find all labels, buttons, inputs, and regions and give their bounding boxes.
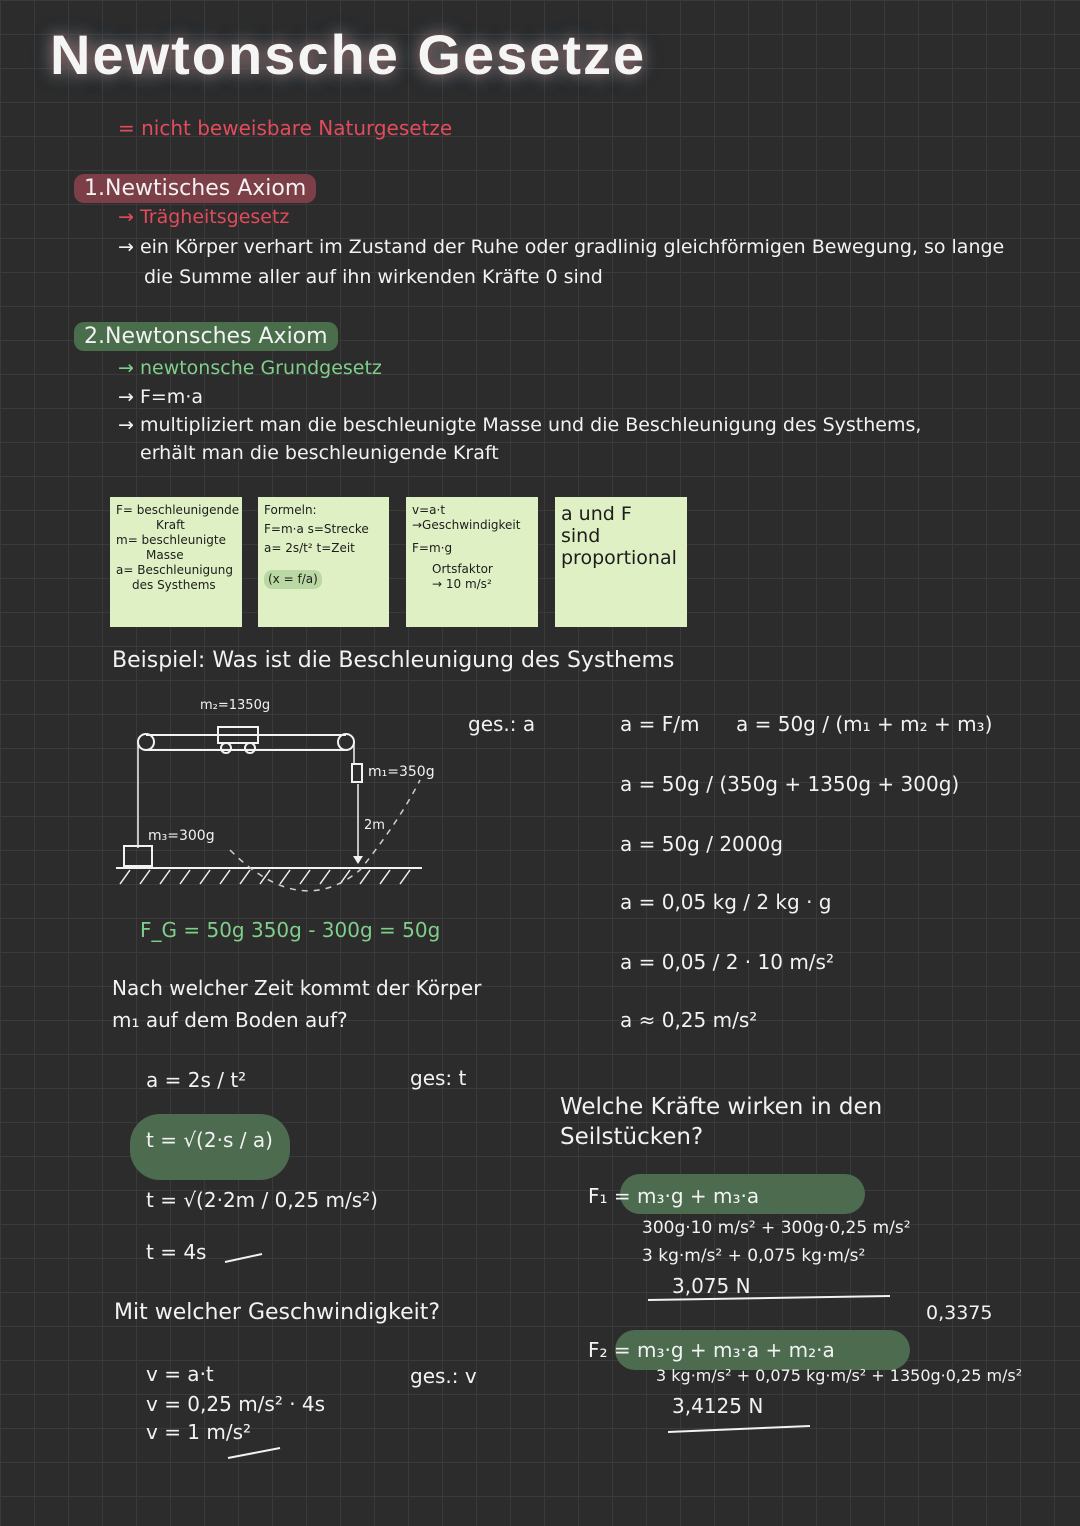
axiom1-bullet-definition: → ein Körper verhart im Zustand der Ruhe oder gradlinig gleichförmigen Bewegung, so lange: [118, 236, 1005, 258]
velocity-result: v = 1 m/s²: [146, 1420, 252, 1444]
note-line: des Systhems: [132, 578, 216, 592]
side-note: 0,3375: [926, 1302, 993, 1324]
ges-t: ges: t: [410, 1066, 467, 1090]
accel-step: a = 50g / (350g + 1350g + 300g): [620, 772, 960, 796]
ground-hatching: [120, 870, 410, 884]
mass-m3: [124, 846, 152, 866]
pulley-right: [338, 734, 354, 750]
axiom2-bullet-explanation-cont: erhält man die beschleunigende Kraft: [140, 442, 499, 464]
subtitle: = nicht beweisbare Naturgesetze: [118, 116, 453, 140]
force1-result: 3,075 N: [672, 1274, 751, 1298]
label-m3: m₃=300g: [148, 828, 215, 844]
note-line: F=m·a s=Strecke: [264, 522, 369, 536]
gravity-force: F_G = 50g 350g - 300g = 50g: [140, 918, 441, 942]
accel-step: a = F/m: [620, 712, 700, 736]
result-underline: [225, 1254, 262, 1262]
axiom2-bullet-formula: → F=m·a: [118, 386, 203, 408]
note-line: →Geschwindigkeit: [412, 518, 521, 532]
accel-step: a = 0,05 kg / 2 kg · g: [620, 890, 832, 914]
axiom1-heading: 1.Newtisches Axiom: [74, 174, 316, 203]
velocity-step: v = 0,25 m/s² · 4s: [146, 1392, 326, 1416]
axiom1-bullet-traegheit: → Trägheitsgesetz: [118, 206, 290, 228]
note-line: F= beschleunigende: [116, 503, 240, 517]
time-step: a = 2s / t²: [146, 1068, 247, 1092]
velocity-step: v = a·t: [146, 1362, 214, 1386]
time-result: t = 4s: [146, 1240, 207, 1264]
pulley-left: [138, 734, 154, 750]
force1-formula: F₁ = m₃·g + m₃·a: [588, 1184, 760, 1208]
time-step: t = √(2·s / a): [146, 1128, 273, 1152]
question-velocity: Mit welcher Geschwindigkeit?: [114, 1300, 441, 1325]
force1-step: 300g·10 m/s² + 300g·0,25 m/s²: [642, 1218, 911, 1238]
cart-wheel: [221, 743, 231, 753]
axiom2-bullet-grundgesetz: → newtonsche Grundgesetz: [118, 357, 382, 379]
ges-v: ges.: v: [410, 1364, 477, 1388]
note-line: Kraft: [156, 518, 185, 532]
question-time-line1: Nach welcher Zeit kommt der Körper: [112, 976, 482, 1000]
label-m2: m₂=1350g: [200, 698, 271, 713]
note-line: a und F: [561, 503, 632, 525]
note-line: F=m·g: [412, 541, 453, 555]
mass-m1: [352, 764, 362, 782]
force2-step: 3 kg·m/s² + 0,075 kg·m/s² + 1350g·0,25 m/s²: [656, 1366, 1023, 1385]
accel-step: a = 50g / (m₁ + m₂ + m₃): [736, 712, 993, 736]
accel-result: a ≈ 0,25 m/s²: [620, 1008, 758, 1032]
note-line: a= Beschleunigung: [116, 563, 233, 577]
ges-a: ges.: a: [468, 712, 536, 736]
time-step: t = √(2·2m / 0,25 m/s²): [146, 1188, 378, 1212]
label-m1: m₁=350g: [368, 764, 435, 780]
force2-formula: F₂ = m₃·g + m₃·a + m₂·a: [588, 1338, 835, 1362]
note-line: m= beschleunigte: [116, 533, 226, 547]
page-title: Newtonsche Gesetze: [50, 23, 647, 86]
cart-wheel: [245, 743, 255, 753]
question-forces-line2: Seilstücken?: [560, 1124, 704, 1150]
accel-step: a = 0,05 / 2 · 10 m/s²: [620, 950, 834, 974]
label-distance: 2m: [364, 818, 385, 833]
distance-arrowhead: [353, 856, 363, 864]
note-line: v=a·t: [412, 503, 446, 517]
dashed-path: [230, 780, 420, 891]
question-forces-line1: Welche Kräfte wirken in den: [560, 1094, 883, 1120]
axiom2-heading: 2.Newtonsches Axiom: [74, 322, 338, 351]
note-line: proportional: [561, 547, 677, 569]
note-line: (x = f/a): [264, 570, 322, 589]
accel-step: a = 50g / 2000g: [620, 832, 783, 856]
note-line: Ortsfaktor: [432, 562, 493, 576]
note-line: → 10 m/s²: [432, 577, 492, 591]
result-underline: [228, 1448, 280, 1458]
note-line: a= 2s/t² t=Zeit: [264, 541, 355, 555]
force1-step: 3 kg·m/s² + 0,075 kg·m/s²: [642, 1246, 866, 1266]
example-heading: Beispiel: Was ist die Beschleunigung des Systhems: [112, 648, 675, 673]
question-time-line2: m₁ auf dem Boden auf?: [112, 1008, 348, 1032]
axiom1-bullet-definition-cont: die Summe aller auf ihn wirkenden Kräfte 0 sind: [144, 266, 603, 288]
note-line: Masse: [146, 548, 184, 562]
note-line: Formeln:: [264, 503, 317, 517]
force2-result: 3,4125 N: [672, 1394, 764, 1418]
axiom2-bullet-explanation: → multipliziert man die beschleunigte Masse und die Beschleunigung des Systhems,: [118, 414, 922, 436]
note-line: sind: [561, 525, 601, 547]
result-underline: [668, 1426, 810, 1432]
